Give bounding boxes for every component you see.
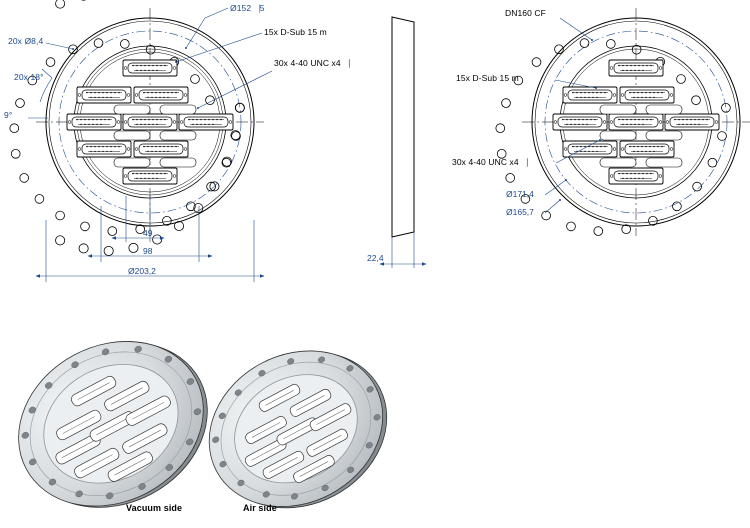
iso-view-air bbox=[182, 320, 414, 528]
label-hole-angle: 20x 18° bbox=[14, 72, 44, 82]
label-rear-connectors: 15x D-Sub 15 m bbox=[456, 73, 519, 83]
label-front-connectors: 15x D-Sub 15 m bbox=[264, 27, 327, 37]
side-view-geometry bbox=[392, 17, 414, 237]
dim-171: Ø171,4 bbox=[506, 189, 534, 199]
iso-view-vacuum bbox=[0, 308, 236, 528]
side-dimensions bbox=[380, 232, 426, 268]
label-rear-threads: 30x 4-40 UNC x4⎹ bbox=[452, 157, 528, 167]
caption-air-side: Air side bbox=[243, 503, 277, 513]
label-flange-type: DN160 CF bbox=[505, 8, 546, 18]
label-front-threads: 30x 4-40 UNC x4⎹ bbox=[274, 58, 350, 68]
dim-outer-diameter: Ø203,2 bbox=[128, 266, 156, 276]
dim-thickness: 22,4 bbox=[367, 253, 384, 263]
dim-165: Ø165,7 bbox=[506, 207, 534, 217]
dim-98: 98 bbox=[143, 246, 153, 256]
caption-vacuum-side: Vacuum side bbox=[126, 503, 183, 513]
label-counterbore: Ø152⎹5 bbox=[230, 3, 265, 13]
label-bolt-holes: 20x Ø8,4 bbox=[8, 36, 44, 46]
dim-49: 49 bbox=[143, 228, 153, 238]
label-start-angle: 9° bbox=[4, 110, 13, 120]
